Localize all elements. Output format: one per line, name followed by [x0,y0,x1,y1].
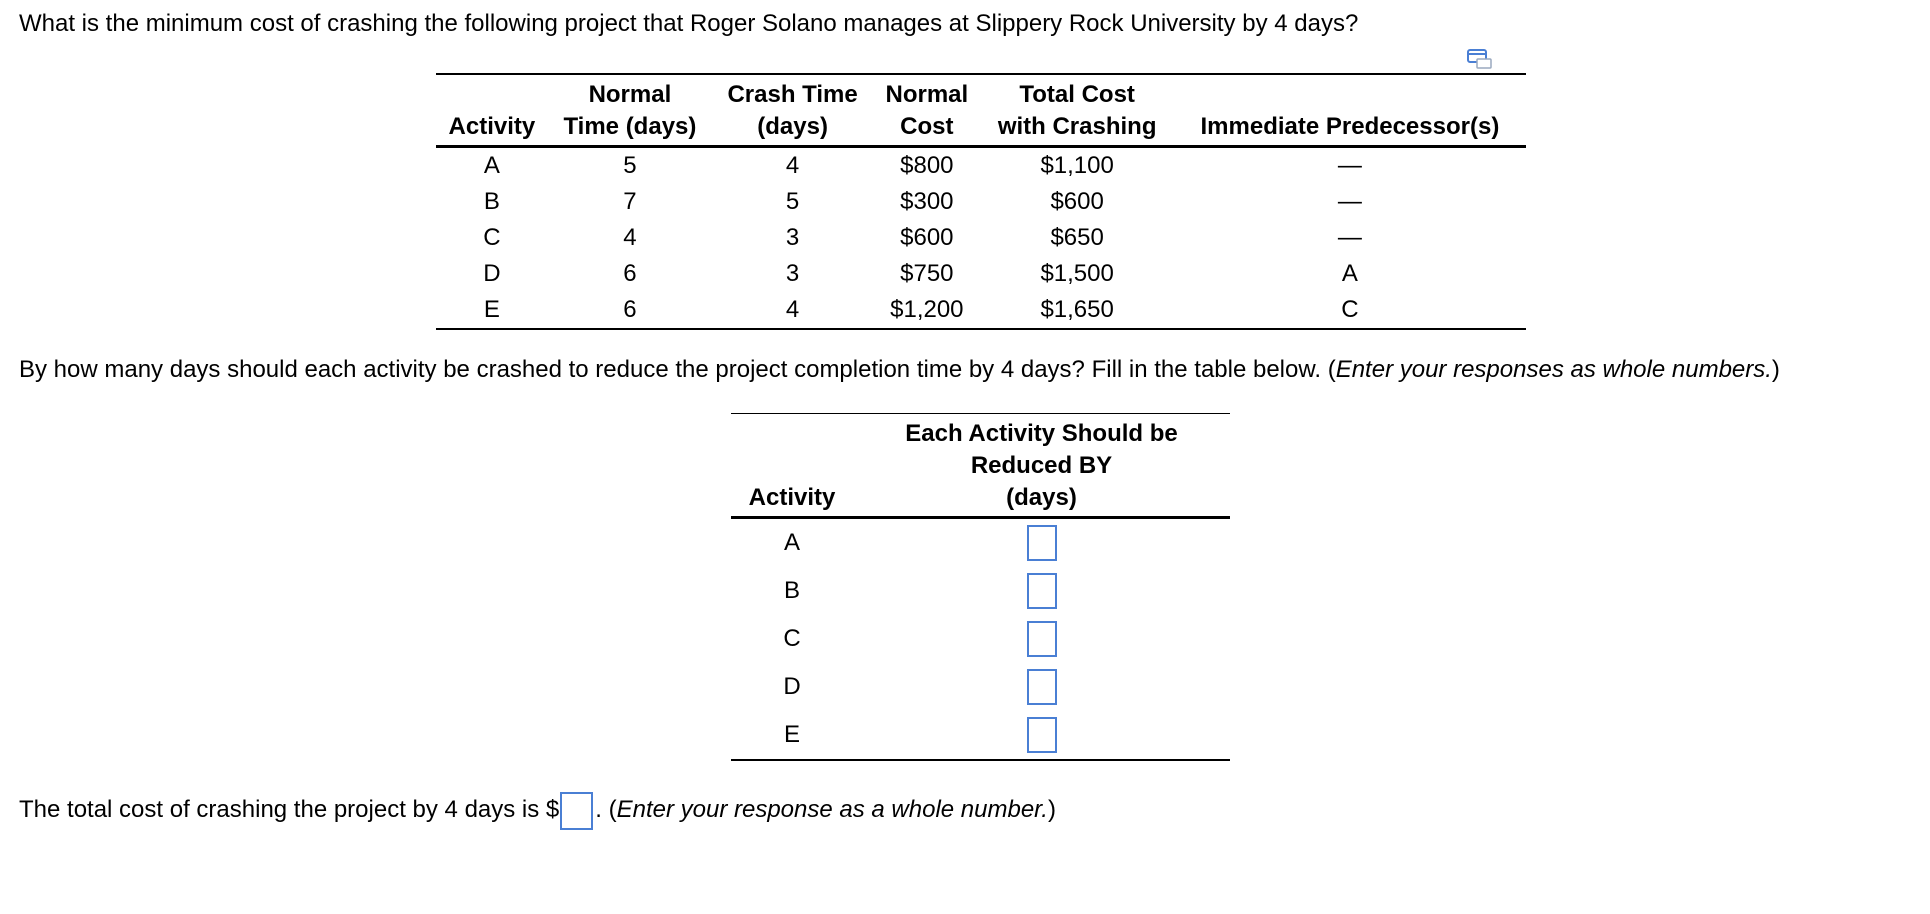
table-row [436,184,1526,220]
cell-total-cost: $1,650 [1040,296,1114,323]
header-crash-time-line2: (days) [757,113,828,140]
table-row [436,220,1526,256]
cell-predecessor: A [1341,260,1358,287]
cell-crash-time: 3 [785,260,800,287]
table-row [436,292,1526,329]
answer-header-line1: Each Activity Should be [905,420,1178,447]
cell-total-cost: $1,100 [1040,152,1114,179]
cell-total-cost: $1,500 [1040,260,1114,287]
cell-activity: E [483,296,500,323]
header-activity-line2: Activity [448,113,536,140]
answer-row [731,567,1230,615]
cell-crash-time: 4 [785,296,800,323]
answer-row [731,615,1230,663]
cell-normal-cost: $1,200 [890,296,964,323]
answer-row [731,711,1230,760]
total-suffix-italic: Enter your response as a whole number. [616,796,1048,823]
header-normal-time [548,74,712,147]
answer-header-line3: (days) [1006,484,1077,511]
reduction-input-b[interactable] [1027,573,1057,609]
reduction-input-d[interactable] [1027,669,1057,705]
total-cost-question [19,790,1056,830]
table-row [436,256,1526,292]
cell-total-cost: $600 [1050,188,1104,215]
cell-activity: B [483,188,500,215]
answer-activity-label: D [783,673,801,700]
cell-crash-time: 4 [785,152,800,179]
answer-header-reduction [853,414,1230,518]
header-crash-time-line1: Crash Time [727,81,858,108]
cell-crash-time: 3 [785,224,800,251]
answer-activity-label: B [783,577,800,604]
answer-activity-label: C [783,625,801,652]
header-activity-line1 [442,79,542,111]
total-cost-input[interactable] [560,792,593,830]
cell-total-cost: $650 [1050,224,1104,251]
reduction-input-e[interactable] [1027,717,1057,753]
project-data-table [436,73,1526,330]
answer-header-activity: Activity [731,414,853,518]
header-predecessors-line2: Immediate Predecessor(s) [1200,113,1500,140]
answer-cell [853,518,1230,568]
cell-crash-time: 5 [785,188,800,215]
total-suffix-close: ) [1047,796,1056,823]
answer-row [731,663,1230,711]
header-activity [436,74,548,147]
cell-normal-cost: $300 [900,188,954,215]
answer-cell [853,567,1230,615]
header-crash-time [712,74,873,147]
total-suffix: . ( [595,796,617,823]
cell-predecessor: — [1337,224,1362,251]
reduction-input-a[interactable] [1027,525,1057,561]
instruction-close: ) [1771,356,1780,383]
copy-table-icon[interactable] [1466,48,1494,70]
total-prefix: The total cost of crashing the project by 4 days is $ [19,796,560,823]
cell-normal-cost: $750 [900,260,954,287]
cell-activity: C [483,224,501,251]
header-predecessors-line1 [1180,79,1520,111]
cell-predecessor: — [1337,152,1362,179]
instruction-main: By how many days should each activity be crashed to reduce the project completion time by 4 days? Fill in the table below. ( [19,356,1336,383]
answer-activity-label: A [783,529,800,556]
instruction-italic: Enter your responses as whole numbers. [1335,356,1772,383]
answer-header-line2: Reduced BY [970,452,1113,479]
cell-normal-time: 5 [623,152,637,179]
cell-normal-cost: $800 [900,152,954,179]
answer-cell [853,711,1230,760]
cell-predecessor: C [1341,296,1359,323]
table-row [436,147,1526,185]
header-total-cost [980,74,1173,147]
reduction-input-c[interactable] [1027,621,1057,657]
cell-activity: D [483,260,501,287]
instruction-text [19,356,1780,384]
answer-cell [853,663,1230,711]
cell-normal-time: 7 [623,188,637,215]
answer-table [731,413,1230,761]
answer-cell [853,615,1230,663]
header-total-cost-line2: with Crashing [997,113,1157,140]
header-normal-cost-line2: Cost [900,113,954,140]
header-total-cost-line1: Total Cost [1019,81,1135,108]
header-normal-time-line2: Time (days) [563,113,697,140]
answer-activity-label: E [783,721,800,748]
header-normal-time-line1: Normal [588,81,672,108]
cell-normal-time: 4 [623,224,637,251]
header-normal-cost [873,74,980,147]
cell-activity: A [483,152,500,179]
answer-row [731,518,1230,568]
cell-normal-time: 6 [623,260,637,287]
header-predecessors [1174,74,1526,147]
header-normal-cost-line1: Normal [885,81,969,108]
cell-predecessor: — [1337,188,1362,215]
cell-normal-cost: $600 [900,224,954,251]
question-text: What is the minimum cost of crashing the following project that Roger Solano manages at Slippery Rock University by 4 days? [19,10,1359,37]
cell-normal-time: 6 [623,296,637,323]
table-header-row [436,74,1526,147]
answer-header-row [731,414,1230,518]
